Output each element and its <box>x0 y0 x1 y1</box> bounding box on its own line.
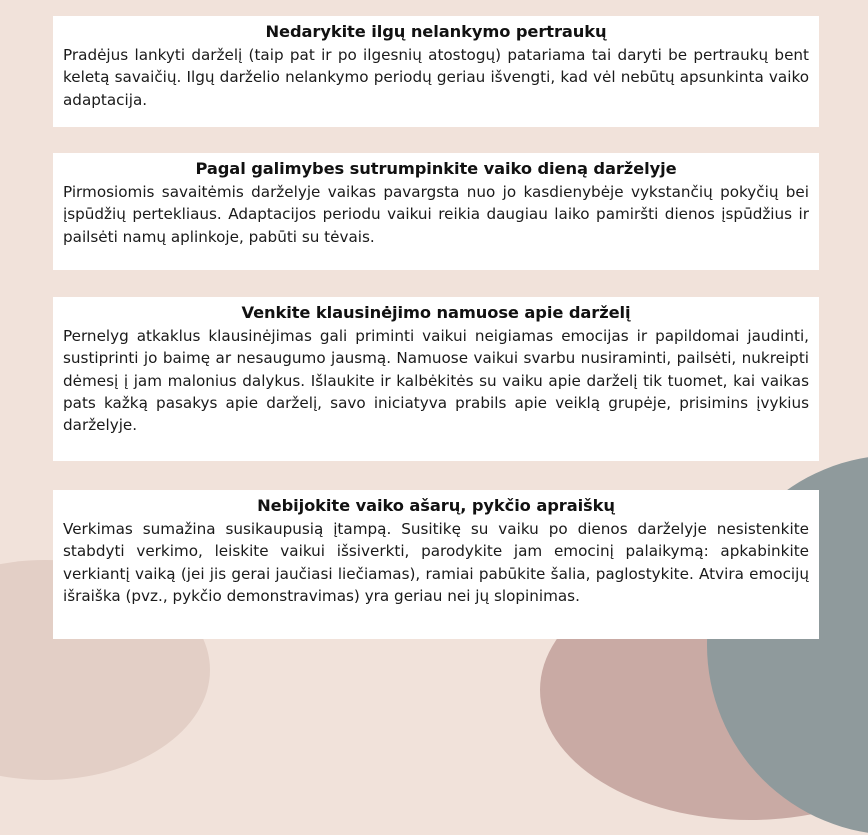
card-body: Pernelyg atkaklus klausinėjimas gali priminti vaikui neigiamas emocijas ir papildomai jaudinti, sustiprinti jo baimę ar nesaugumo jausmą. Namuose vaikui svarbu nusiraminti, pailsėti, nukreipti dėmesį į jam malonius dalykus. Išlaukite ir kalbėkitės su vaiku apie darželį tik tuomet, kai vaikas pats kažką pasakys apie darželį, savo iniciatyva prabils apie veiklą grupėje, prisimins įvykius darželyje. <box>63 327 809 435</box>
card-body: Verkimas sumažina susikaupusią įtampą. Susitikę su vaiku po dienos darželyje nesistenkite stabdyti verkimo, leiskite vaikui išsiverkti, parodykite jam emocinį palaikymą: apkabinkite verkiantį vaiką (jei jis gerai jaučiasi liečiamas), ramiai pabūkite šalia, paglostykite. Atvira emocijų išraiška (pvz., pykčio demonstravimas) yra geriau nei jų slopinimas. <box>63 520 809 605</box>
card-title: Pagal galimybes sutrumpinkite vaiko dieną darželyje <box>195 159 677 178</box>
advice-card-no-breaks <box>53 16 819 127</box>
advice-card-tears <box>53 490 819 639</box>
card-title: Nebijokite vaiko ašarų, pykčio apraiškų <box>257 496 615 515</box>
advice-card-avoid-questioning <box>53 297 819 461</box>
advice-card-shorten-day <box>53 153 819 270</box>
card-title: Nedarykite ilgų nelankymo pertraukų <box>265 22 607 41</box>
card-body: Pradėjus lankyti darželį (taip pat ir po ilgesnių atostogų) patariama tai daryti be pertraukų bent keletą savaičių. Ilgų darželio nelankymo periodų geriau išvengti, kad vėl nebūtų apsunkinta vaiko adaptacija. <box>63 46 809 109</box>
card-title: Venkite klausinėjimo namuose apie darželį <box>241 303 631 322</box>
card-body: Pirmosiomis savaitėmis darželyje vaikas pavargsta nuo jo kasdienybėje vykstančių pokyčių bei įspūdžių pertekliaus. Adaptacijos periodu vaikui reikia daugiau laiko pamiršti dienos įspūdžius ir pailsėti namų aplinkoje, pabūti su tėvais. <box>63 183 809 246</box>
